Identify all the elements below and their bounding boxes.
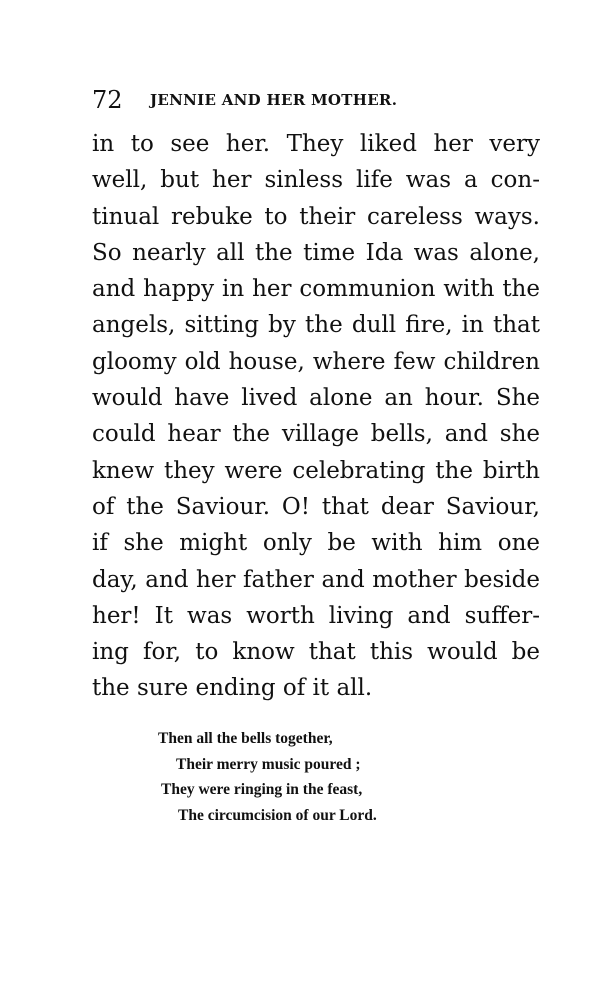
verse-line: The circumcision of our Lord. (178, 806, 377, 824)
text-line: if she might only be with him one (92, 530, 540, 557)
text-line: So nearly all the time Ida was alone, (92, 239, 540, 266)
text-line: ing for, to know that this would be (92, 639, 540, 666)
text-line: the sure ending of it all. (92, 675, 373, 702)
running-title: JENNIE AND HER MOTHER. (150, 91, 398, 109)
text-line: well, but her sinless life was a con- (92, 167, 540, 194)
verse-quotation (100, 726, 500, 828)
verse-line: Their merry music poured ; (176, 755, 361, 773)
text-line: tinual rebuke to their careless ways. (92, 203, 540, 230)
body-paragraph (92, 126, 540, 707)
text-line: and happy in her communion with the (92, 276, 540, 303)
text-line: could hear the village bells, and she (92, 421, 540, 448)
text-line: in to see her. They liked her very (92, 131, 540, 157)
text-line: day, and her father and mother beside (92, 566, 540, 593)
page-header (92, 84, 512, 116)
page-number: 72 (92, 86, 123, 114)
text-line: her! It was worth living and suffer- (92, 602, 540, 629)
text-line: would have lived alone an hour. She (92, 385, 540, 412)
text-line: gloomy old house, where few children (92, 348, 540, 375)
verse-line: Then all the bells together, (158, 730, 333, 747)
verse-line: They were ringing in the feast, (161, 781, 363, 798)
text-line: knew they were celebrating the birth (92, 457, 540, 484)
text-line: angels, sitting by the dull fire, in that (92, 312, 540, 339)
text-line: of the Saviour. O! that dear Saviour, (92, 493, 540, 520)
